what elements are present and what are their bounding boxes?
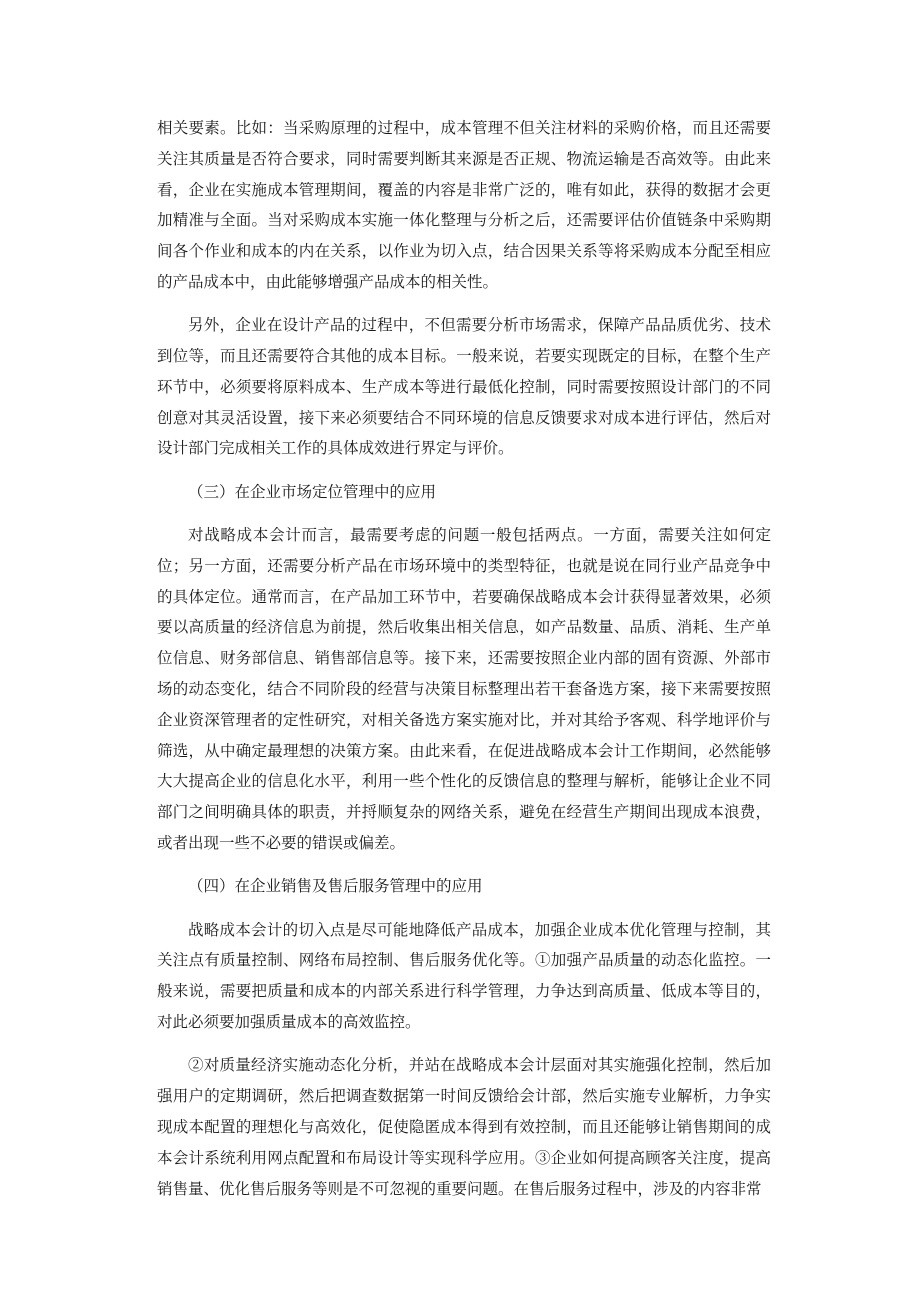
paragraph-market-positioning: 对战略成本会计而言，最需要考虑的问题一般包括两点。一方面，需要关注如何定位；另一方面，还需要分析产品在市场环境中的类型特征，也就是说在同行业产品竞争中的具体定位。通常而言，在产品加工环节中，若要确保战略成本会计获得显著效果，必须要以高质量的经济信息为前提，然后收集出相关信息，如产品数量、品质、消耗、生产单位信息、财务部信息、销售部信息等。接下来，还需要按照企业内部的固有资源、外部市场的动态变化，结合不同阶段的经营与决策目标整理出若干套备选方案，接下来需要按照企业资深管理者的定性研究，对相关备选方案实施对比，并对其给予客观、科学地评价与筛选，从中确定最理想的决策方案。由此来看，在促进战略成本会计工作期间，必然能够大大提高企业的信息化水平，利用一些个性化的反馈信息的整理与解析，能够让企业不同部门之间明确具体的职责，并捋顺复杂的网络关系，避免在经营生产期间出现成本浪费，或者出现一些不必要的错误或偏差。: [157, 526, 771, 853]
document-body: [157, 113, 771, 1204]
paragraph-product-design: 另外，企业在设计产品的过程中，不但需要分析市场需求，保障产品品质优劣、技术到位等，而且还需要符合其他的成本目标。一般来说，若要实现既定的目标，在整个生产环节中，必须要将原料成本、生产成本等进行最低化控制，同时需要按照设计部门的不同创意对其灵活设置，接下来必须要结合不同环境的信息反馈要求对成本进行评估，然后对设计部门完成相关工作的具体成效进行界定与评价。: [157, 316, 771, 458]
section-heading-sales-service: （四）在企业销售及售后服务管理中的应用: [188, 877, 483, 896]
paragraph-quality-economics: ②对质量经济实施动态化分析，并站在战略成本会计层面对其实施强化控制，然后加强用户的定期调研，然后把调查数据第一时间反馈给会计部，然后实施专业解析，力争实现成本配置的理想化与高效化，促使隐匿成本得到有效控制，而且还能够让销售期间的成本会计系统利用网点配置和布局设计等实现科学应用。③企业如何提高顾客关注度，提高销售量、优化售后服务等则是不可忽视的重要问题。在售后服务过程中，涉及的内容非常: [157, 1056, 771, 1198]
section-heading-market-positioning: （三）在企业市场定位管理中的应用: [188, 482, 437, 501]
paragraph-procurement-cost: 相关要素。比如：当采购原理的过程中，成本管理不但关注材料的采购价格，而且还需要关注其质量是否符合要求，同时需要判断其来源是否正规、物流运输是否高效等。由此来看，企业在实施成本管理期间，覆盖的内容是非常广泛的，唯有如此，获得的数据才会更加精准与全面。当对采购成本实施一体化整理与分析之后，还需要评估价值链条中采购期间各个作业和成本的内在关系，以作业为切入点，结合因果关系等将采购成本分配至相应的产品成本中，由此能够增强产品成本的相关性。: [157, 119, 771, 291]
paragraph-sales-cost-control: 战略成本会计的切入点是尽可能地降低产品成本，加强企业成本优化管理与控制，其关注点有质量控制、网络布局控制、售后服务优化等。①加强产品质量的动态化监控。一般来说，需要把质量和成本的内部关系进行科学管理，力争达到高质量、低成本等目的，对此必须要加强质量成本的高效监控。: [157, 920, 771, 1032]
